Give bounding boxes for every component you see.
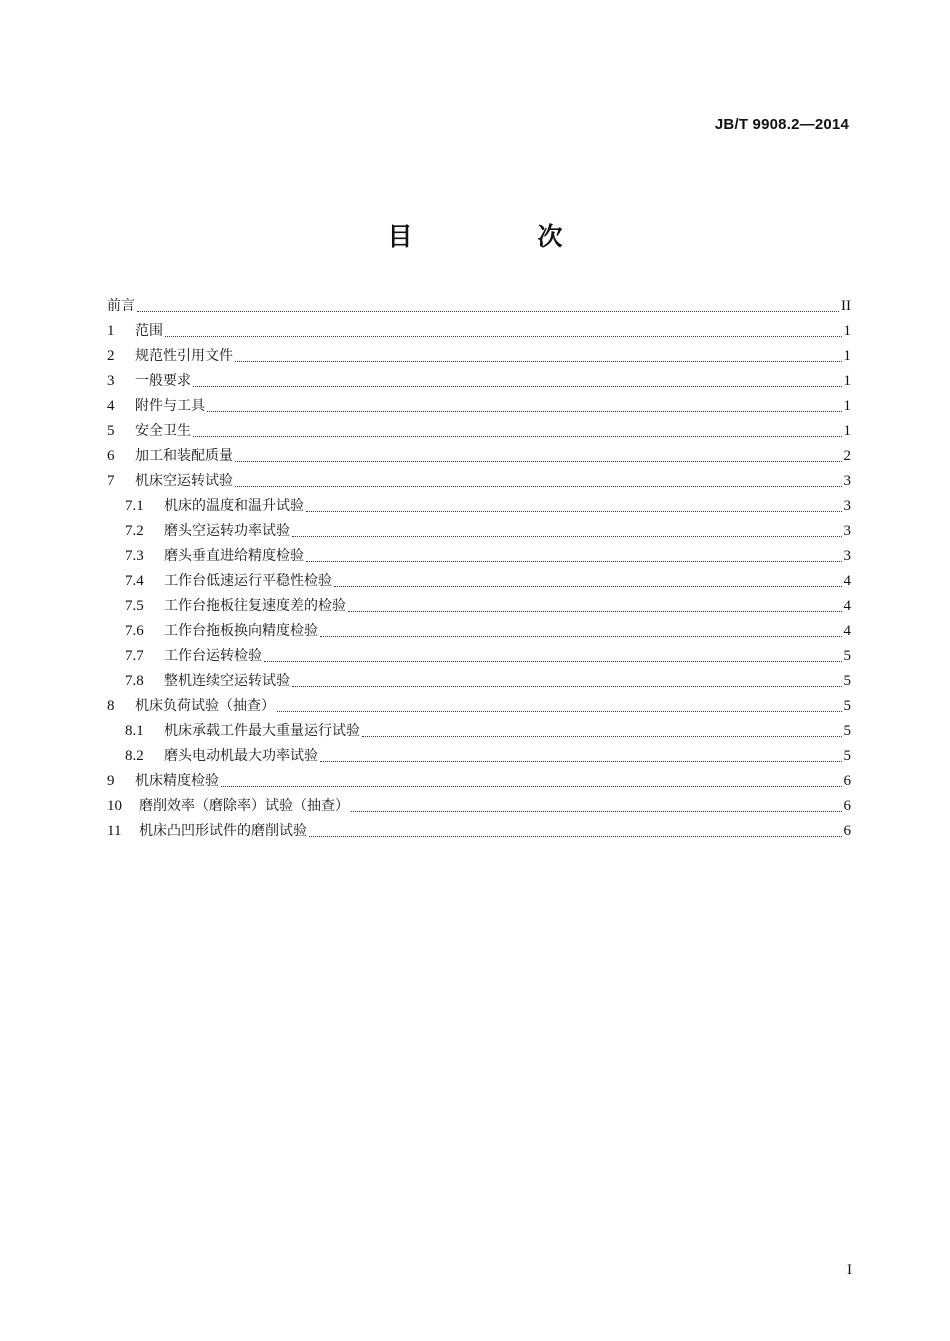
toc-dot-leader — [334, 586, 842, 587]
toc-entry-page: 6 — [843, 823, 851, 839]
toc-entry[interactable] — [107, 419, 851, 444]
toc-entry[interactable] — [107, 544, 851, 569]
toc-entry-page: II — [841, 298, 851, 314]
toc-entry-number: 7.3 — [125, 548, 144, 564]
toc-entry-number: 4 — [107, 398, 115, 414]
toc-entry-number: 1 — [107, 323, 115, 339]
toc-entry-number: 7.8 — [125, 673, 144, 689]
toc-entry[interactable] — [107, 344, 851, 369]
toc-entry-page: 1 — [843, 373, 851, 389]
toc-entry[interactable] — [107, 794, 851, 819]
toc-entry-number: 9 — [107, 773, 115, 789]
toc-entry[interactable] — [107, 769, 851, 794]
toc-entry-page: 4 — [843, 573, 851, 589]
toc-entry-number: 3 — [107, 373, 115, 389]
toc-entry-number: 7.1 — [125, 498, 144, 514]
toc-entry-number: 11 — [107, 823, 122, 839]
toc-entry-number: 2 — [107, 348, 115, 364]
toc-entry[interactable] — [107, 719, 851, 744]
toc-entry-page: 4 — [843, 598, 851, 614]
toc-dot-leader — [292, 536, 842, 537]
toc-entry[interactable] — [107, 594, 851, 619]
toc-entry-label: 附件与工具 — [135, 398, 205, 414]
toc-entry-page: 5 — [843, 723, 851, 739]
toc-entry-number: 10 — [107, 798, 122, 814]
toc-dot-leader — [309, 836, 842, 837]
toc-entry-number: 7.7 — [125, 648, 144, 664]
toc-entry[interactable] — [107, 694, 851, 719]
toc-entry-number: 7.6 — [125, 623, 144, 639]
toc-entry-label: 磨头空运转功率试验 — [164, 523, 290, 539]
toc-entry-number: 7.5 — [125, 598, 144, 614]
toc-entry[interactable] — [107, 294, 851, 319]
toc-dot-leader — [235, 461, 842, 462]
toc-entry-label: 一般要求 — [135, 373, 191, 389]
toc-entry-label: 工作台拖板往复速度差的检验 — [164, 598, 346, 614]
toc-dot-leader — [320, 636, 842, 637]
toc-entry-page: 2 — [843, 448, 851, 464]
toc-entry-page: 6 — [843, 773, 851, 789]
toc-entry-number: 5 — [107, 423, 115, 439]
toc-entry-number: 7 — [107, 473, 115, 489]
toc-entry-label: 工作台拖板换向精度检验 — [164, 623, 318, 639]
toc-dot-leader — [193, 436, 842, 437]
toc-dot-leader — [264, 661, 842, 662]
toc-dot-leader — [235, 361, 842, 362]
toc-entry[interactable] — [107, 644, 851, 669]
toc-dot-leader — [306, 511, 842, 512]
toc-entry-page: 3 — [843, 523, 851, 539]
toc-entry-page: 5 — [843, 673, 851, 689]
toc-dot-leader — [292, 686, 842, 687]
toc-entry-label: 整机连续空运转试验 — [164, 673, 290, 689]
toc-dot-leader — [221, 786, 842, 787]
toc-dot-leader — [165, 336, 842, 337]
toc-entry[interactable] — [107, 444, 851, 469]
toc-entry-page: 1 — [843, 423, 851, 439]
toc-entry-number: 7.2 — [125, 523, 144, 539]
toc-entry-page: 5 — [843, 648, 851, 664]
toc-entry-label: 规范性引用文件 — [135, 348, 233, 364]
toc-entry-page: 1 — [843, 323, 851, 339]
toc-entry-label: 机床凸凹形试件的磨削试验 — [139, 823, 307, 839]
toc-dot-leader — [351, 811, 842, 812]
toc-entry[interactable] — [107, 519, 851, 544]
toc-entry[interactable] — [107, 619, 851, 644]
toc-entry-label: 磨头垂直进给精度检验 — [164, 548, 304, 564]
toc-entry-label: 磨头电动机最大功率试验 — [164, 748, 318, 764]
toc-entry-page: 5 — [843, 698, 851, 714]
toc-entry[interactable] — [107, 494, 851, 519]
toc-entry[interactable] — [107, 569, 851, 594]
toc-dot-leader — [348, 611, 842, 612]
toc-dot-leader — [207, 411, 842, 412]
toc-entry-page: 3 — [843, 498, 851, 514]
page-number: I — [847, 1262, 852, 1278]
toc-dot-leader — [193, 386, 842, 387]
toc-entry-label: 加工和装配质量 — [135, 448, 233, 464]
toc-entry-number: 8.2 — [125, 748, 144, 764]
toc-entry-label: 机床精度检验 — [135, 773, 219, 789]
toc-dot-leader — [306, 561, 842, 562]
toc-entry[interactable] — [107, 394, 851, 419]
toc-entry-label: 磨削效率（磨除率）试验（抽查） — [139, 798, 349, 814]
toc-entry-label: 机床负荷试验（抽查） — [135, 698, 275, 714]
toc-entry-label: 工作台低速运行平稳性检验 — [164, 573, 332, 589]
toc-dot-leader — [137, 311, 839, 312]
toc-entry-page: 5 — [843, 748, 851, 764]
toc-entry-label: 机床空运转试验 — [135, 473, 233, 489]
document-code: JB/T 9908.2—2014 — [714, 116, 849, 133]
toc-dot-leader — [320, 761, 842, 762]
toc-entry-number: 7.4 — [125, 573, 144, 589]
toc-dot-leader — [277, 711, 842, 712]
toc-entry[interactable] — [107, 819, 851, 844]
toc-entry-label: 机床的温度和温升试验 — [164, 498, 304, 514]
toc-entry-label: 机床承载工件最大重量运行试验 — [164, 723, 360, 739]
toc-entry[interactable] — [107, 469, 851, 494]
table-of-contents — [107, 294, 851, 844]
toc-dot-leader — [235, 486, 842, 487]
toc-entry-page: 6 — [843, 798, 851, 814]
toc-entry[interactable] — [107, 669, 851, 694]
toc-entry-page: 3 — [843, 473, 851, 489]
toc-entry-page: 3 — [843, 548, 851, 564]
toc-entry-page: 1 — [843, 348, 851, 364]
toc-dot-leader — [362, 736, 842, 737]
toc-entry-page: 4 — [843, 623, 851, 639]
toc-entry-label: 安全卫生 — [135, 423, 191, 439]
toc-entry-number: 8.1 — [125, 723, 144, 739]
toc-entry-label: 前言 — [107, 298, 135, 314]
toc-entry-page: 1 — [843, 398, 851, 414]
toc-entry[interactable] — [107, 744, 851, 769]
toc-entry[interactable] — [107, 319, 851, 344]
toc-entry-label: 工作台运转检验 — [164, 648, 262, 664]
toc-entry-number: 6 — [107, 448, 115, 464]
toc-entry[interactable] — [107, 369, 851, 394]
page-title: 目 次 — [387, 222, 613, 251]
toc-entry-label: 范围 — [135, 323, 163, 339]
toc-entry-number: 8 — [107, 698, 115, 714]
